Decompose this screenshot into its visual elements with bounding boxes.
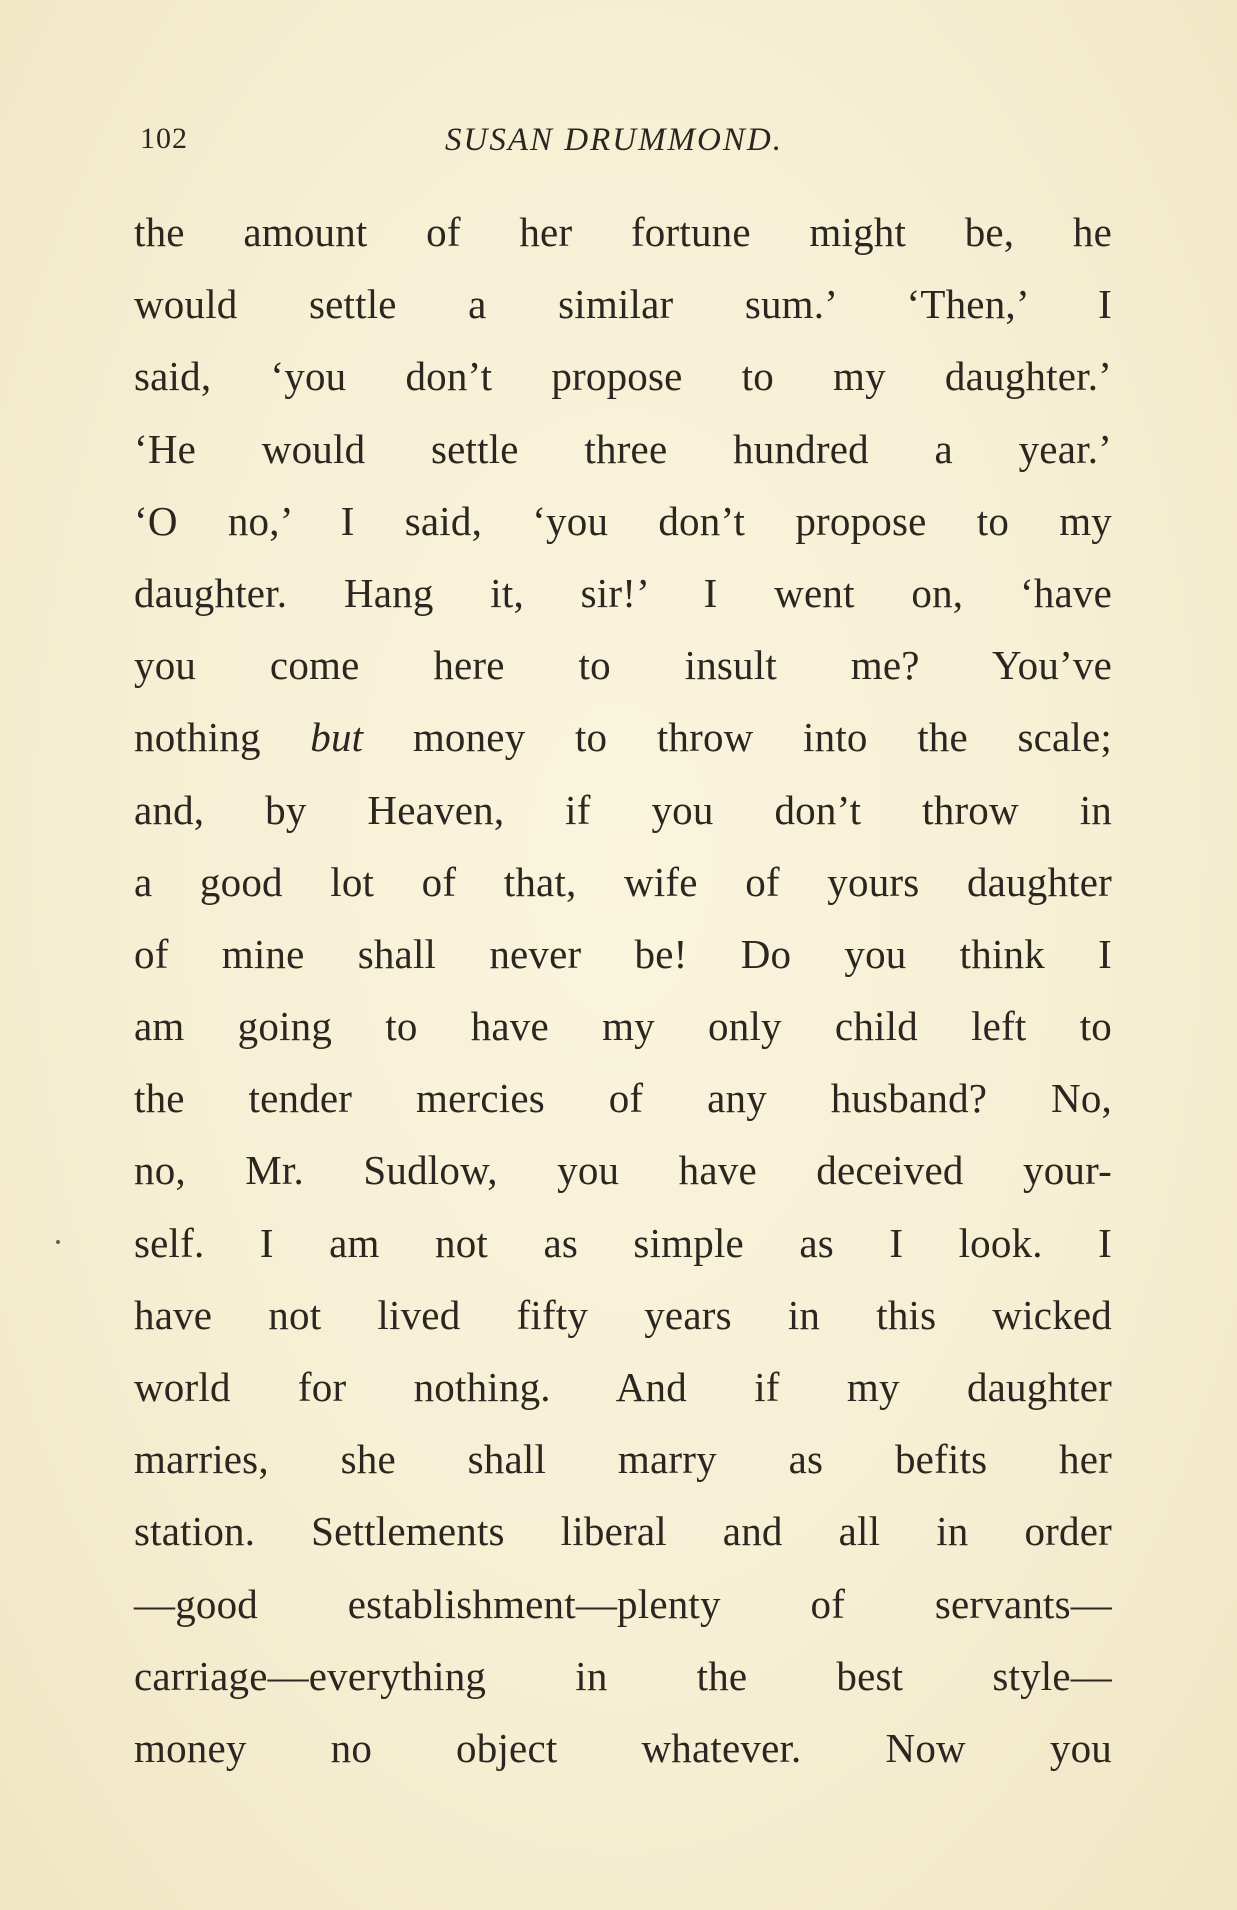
text-line: and, by Heaven, if you don’t throw in [134,786,1112,833]
text-line: have not lived fifty years in this wicked [134,1291,1112,1338]
text-line: carriage—everything in the best style— [134,1652,1112,1699]
page-header [140,122,1110,172]
margin-speck [56,1240,60,1244]
italic-emphasis: but [310,714,364,761]
running-head: SUSAN DRUMMOND. [445,122,783,158]
text-line: station. Settlements liberal and all in order [134,1508,1112,1555]
text-segment: money to throw into the scale; [363,714,1112,761]
text-line: of mine shall never be! Do you think I [134,930,1112,977]
text-line: said, ‘you don’t propose to my daughter.’ [134,353,1112,400]
text-line: self. I am not as simple as I look. I [134,1219,1112,1266]
text-line: ‘He would settle three hundred a year.’ [134,425,1112,472]
text-line: am going to have my only child left to [134,1003,1112,1050]
text-line: marries, she shall marry as befits her [134,1436,1112,1483]
text-line-with-italic [134,701,1112,773]
text-line: no, Mr. Sudlow, you have deceived your- [134,1147,1112,1194]
text-line: would settle a similar sum.’ ‘Then,’ I [134,281,1112,328]
text-line: daughter. Hang it, sir!’ I went on, ‘have [134,569,1112,616]
text-line: ‘O no,’ I said, ‘you don’t propose to my [134,497,1112,544]
text-line: money no object whatever. Now you [134,1724,1112,1771]
text-line: you come here to insult me? You’ve [134,642,1112,689]
text-line: the amount of her fortune might be, he [134,209,1112,255]
text-line: the tender mercies of any husband? No, [134,1075,1112,1122]
body-text [134,196,1112,1784]
text-line: a good lot of that, wife of yours daughter [134,858,1112,905]
text-line: —good establishment—plenty of servants— [134,1580,1112,1627]
text-line: world for nothing. And if my daughter [134,1364,1112,1410]
page-number: 102 [140,122,188,155]
text-segment: nothing [134,714,311,761]
